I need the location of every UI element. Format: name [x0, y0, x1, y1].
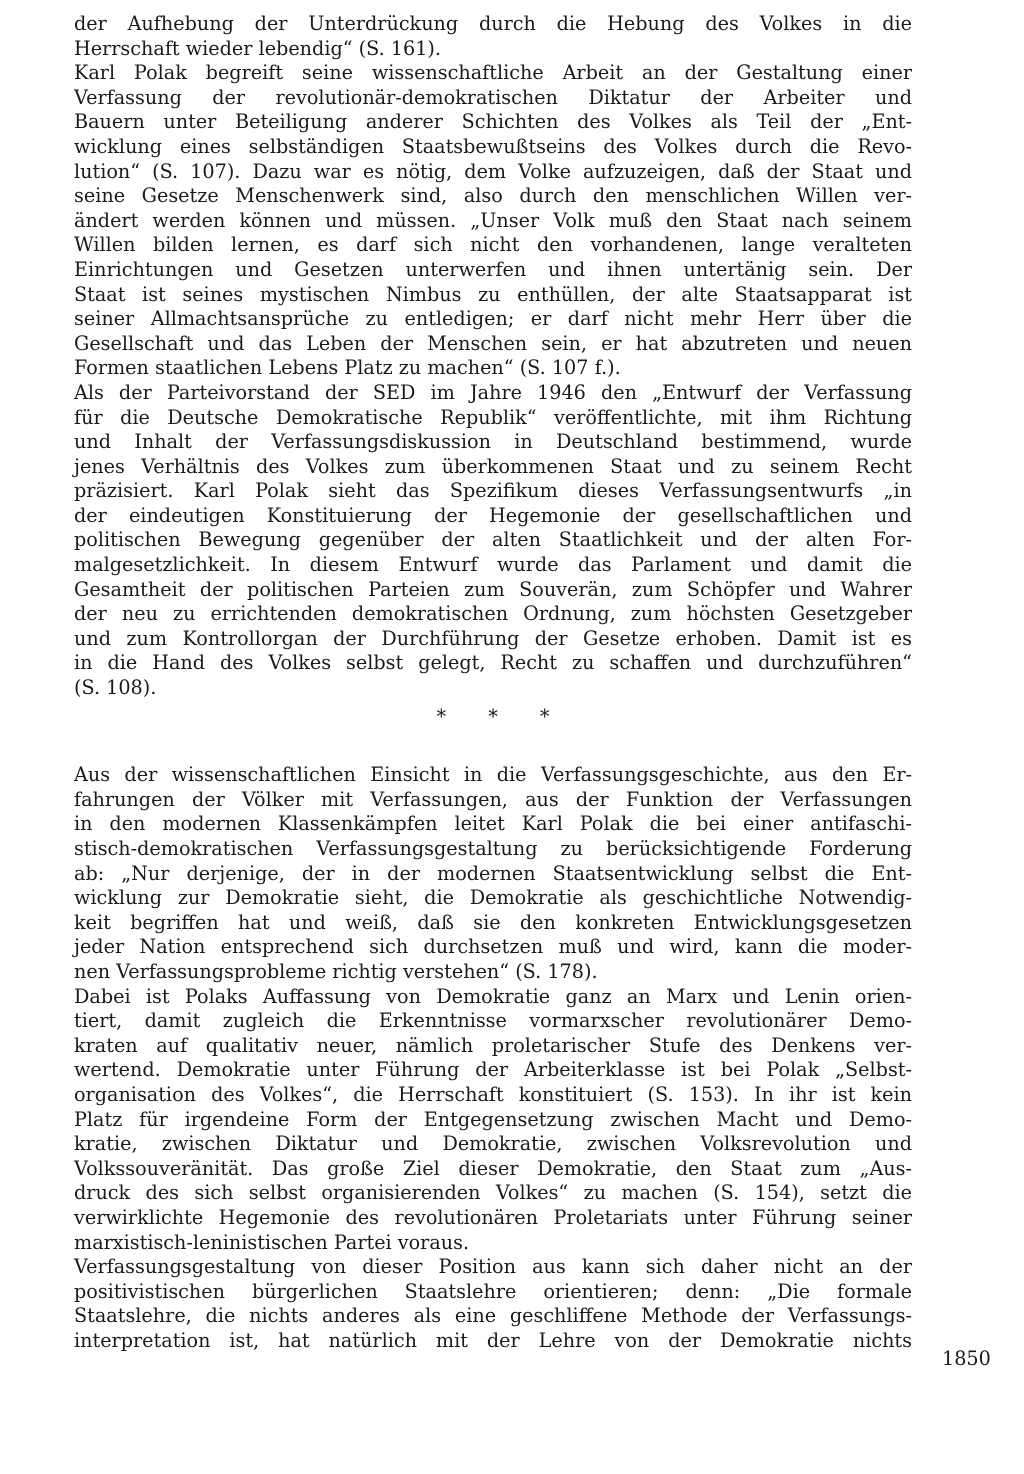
text-line: tiert, damit zugleich die Erkenntnisse vormarxscher revolutionärer Demo- [74, 1009, 912, 1033]
text-line: Volkssouveränität. Das große Ziel dieser Demokratie, den Staat zum „Aus- [74, 1156, 912, 1180]
text-line: jenes Verhältnis des Volkes zum überkommenen Staat und zu seinem Recht [74, 454, 912, 478]
text-line: stisch-demokratischen Verfassungsgestaltung zu berücksichtigende Forderung [74, 837, 912, 860]
text-line: interpretation ist, hat natürlich mit der Lehre von der Demokratie nichts [74, 1328, 912, 1352]
text-line: und Inhalt der Verfassungsdiskussion in Deutschland bestimmend, wurde [74, 430, 912, 454]
paragraph [74, 61, 912, 381]
text-line: (S. 108). [74, 676, 157, 700]
text-line: ändert werden können und müssen. „Unser Volk muß den Staat nach seinem [74, 208, 912, 232]
text-line: der Aufhebung der Unterdrückung durch die Hebung des Volkes in die [74, 12, 912, 35]
text-line: lution“ (S. 107). Dazu war es nötig, dem Volke aufzuzeigen, daß der Staat und [74, 159, 912, 183]
paragraph [74, 12, 912, 61]
text-line: Als der Parteivorstand der SED im Jahre 1946 den „Entwurf der Verfassung [74, 380, 912, 404]
text-body [74, 12, 912, 1353]
text-line: seiner Allmachtsansprüche zu entledigen; er darf nicht mehr Herr über die [74, 307, 912, 331]
text-line: Dabei ist Polaks Auffassung von Demokratie ganz an Marx und Lenin orien- [74, 984, 912, 1008]
text-line: präzisiert. Karl Polak sieht das Spezifikum dieses Verfassungsentwurfs „in [74, 479, 912, 503]
text-line: und zum Kontrollorgan der Durchführung der Gesetze erhoben. Damit ist es [74, 626, 912, 650]
text-line: Staatslehre, die nichts anderes als eine geschliffene Methode der Verfassungs- [74, 1304, 912, 1328]
text-line: positivistischen bürgerlichen Staatslehre orientieren; denn: „Die formale [74, 1279, 912, 1303]
text-line: der eindeutigen Konstituierung der Hegemonie der gesellschaftlichen und [74, 503, 912, 527]
text-line: organisation des Volkes“, die Herrschaft konstituiert (S. 153). In ihr ist kein [74, 1082, 912, 1106]
text-line: verwirklichte Hegemonie des revolutionären Proletariats unter Führung seiner [74, 1205, 912, 1229]
paragraph [74, 985, 912, 1256]
section-gap [74, 729, 912, 763]
paragraph [74, 381, 912, 701]
text-line: Gesellschaft und das Leben der Menschen sein, er hat abzutreten und neuen [74, 331, 912, 355]
text-line: marxistisch-leninistischen Partei voraus. [74, 1230, 470, 1254]
paragraph [74, 1255, 912, 1353]
text-line: kratie, zwischen Diktatur und Demokratie, zwischen Volksrevolution und [74, 1132, 912, 1156]
text-line: malgesetzlichkeit. In diesem Entwurf wurde das Parlament und damit die [74, 553, 912, 577]
text-line: Aus der wissenschaftlichen Einsicht in die Verfassungsgeschichte, aus den Er- [74, 763, 912, 787]
text-line: jeder Nation entsprechend sich durchsetzen muß und wird, kann die moder- [74, 935, 912, 959]
text-line: Bauern unter Beteiligung anderer Schichten des Volkes als Teil der „Ent- [74, 110, 912, 134]
text-line: druck des sich selbst organisierenden Volkes“ zu machen (S. 154), setzt die [74, 1181, 912, 1205]
text-line: Formen staatlichen Lebens Platz zu machen“ (S. 107 f.). [74, 356, 621, 380]
paragraph [74, 763, 912, 984]
text-line: politischen Bewegung gegenüber der alten Staatlichkeit und der alten For- [74, 528, 912, 552]
text-line: in die Hand des Volkes selbst gelegt, Recht zu schaffen und durchzuführen“ [74, 651, 912, 675]
text-line: Gesamtheit der politischen Parteien zum Souverän, zum Schöpfer und Wahrer [74, 577, 912, 601]
text-line: wicklung eines selbständigen Staatsbewußtseins des Volkes durch die Revo- [74, 134, 912, 158]
text-line: nen Verfassungsprobleme richtig verstehen“ (S. 178). [74, 959, 598, 983]
text-line: fahrungen der Völker mit Verfassungen, aus der Funktion der Verfassungen [74, 787, 912, 811]
text-line: in den modernen Klassenkämpfen leitet Karl Polak die bei einer antifaschi- [74, 812, 912, 836]
text-line: wertend. Demokratie unter Führung der Arbeiterklasse ist bei Polak „Selbst- [74, 1058, 912, 1082]
text-line: keit begriffen hat und weiß, daß sie den konkreten Entwicklungsgesetzen [74, 910, 912, 934]
text-line: für die Deutsche Demokratische Republik“ veröffentlichte, mit ihm Richtung [74, 405, 912, 429]
text-line: Karl Polak begreift seine wissenschaftliche Arbeit an der Gestaltung einer [74, 61, 912, 85]
page-number: 1850 [942, 1347, 991, 1370]
text-line: Verfassung der revolutionär-demokratischen Diktatur der Arbeiter und [74, 85, 912, 109]
text-line: Einrichtungen und Gesetzen unterwerfen und ihnen untertänig sein. Der [74, 257, 912, 281]
text-line: ab: „Nur derjenige, der in der modernen Staatsentwicklung selbst die Ent- [74, 861, 912, 885]
text-line: kraten auf qualitativ neuer, nämlich proletarischer Stufe des Denkens ver- [74, 1033, 912, 1057]
text-line: Platz für irgendeine Form der Entgegensetzung zwischen Macht und Demo- [74, 1107, 912, 1131]
text-line: seine Gesetze Menschenwerk sind, also durch den menschlichen Willen ver- [74, 184, 912, 208]
text-line: Herrschaft wieder lebendig“ (S. 161). [74, 36, 442, 60]
text-line: Staat ist seines mystischen Nimbus zu enthüllen, der alte Staatsapparat ist [74, 282, 912, 306]
text-line: Verfassungsgestaltung von dieser Position aus kann sich daher nicht an der [74, 1255, 912, 1279]
document-page [74, 12, 912, 1353]
text-line: der neu zu errichtenden demokratischen Ordnung, zum höchsten Gesetzgeber [74, 602, 912, 626]
text-line: Willen bilden lernen, es darf sich nicht den vorhandenen, lange veralteten [74, 233, 912, 257]
section-separator: * * * [436, 704, 568, 728]
text-line: wicklung zur Demokratie sieht, die Demokratie als geschichtliche Notwendig- [74, 886, 912, 910]
